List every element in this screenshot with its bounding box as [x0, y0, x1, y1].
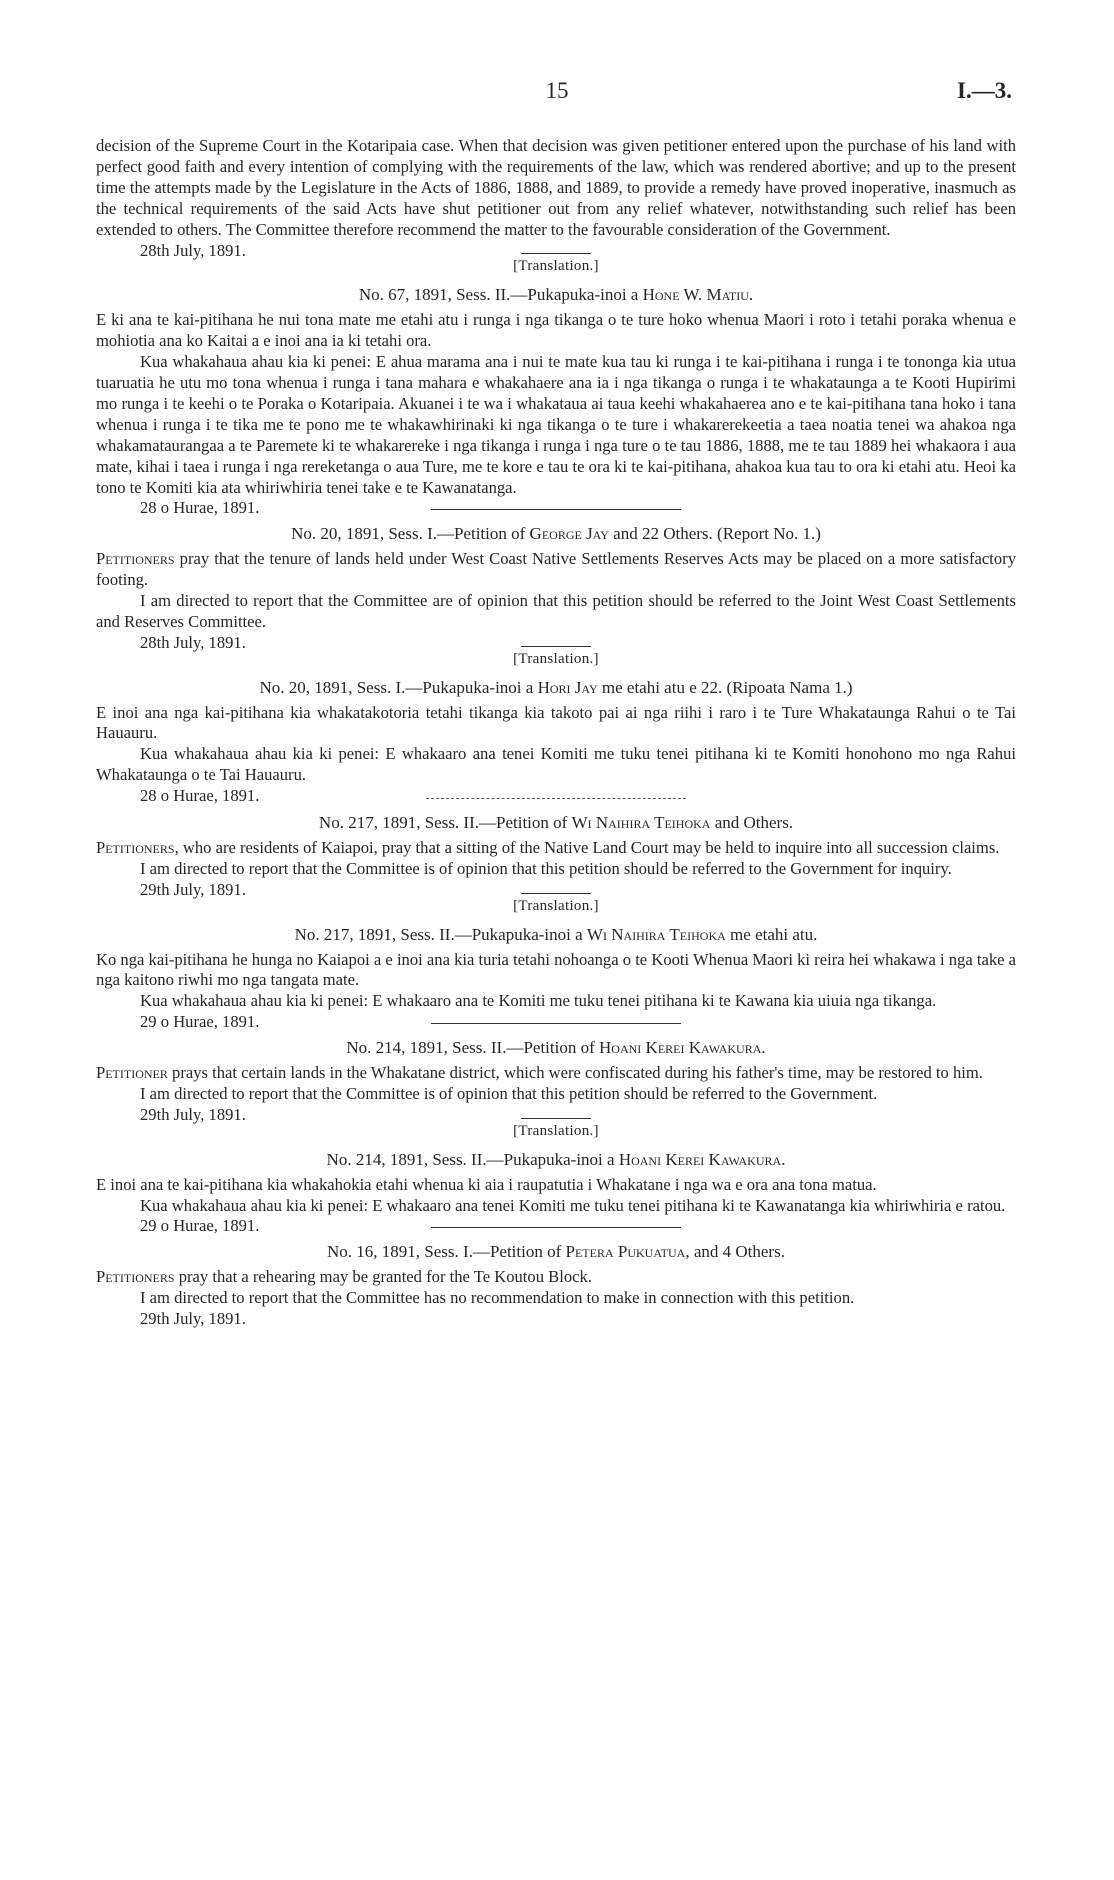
report-date: 29th July, 1891.	[140, 1309, 246, 1329]
lead-word: Petitioner	[96, 1063, 168, 1083]
petition-paragraph	[96, 549, 1016, 591]
lead-word: Petitioners	[96, 549, 175, 569]
continuation-paragraph: decision of the Supreme Court in the Kotaripaia case. When that decision was given petitioner entered upon the purchase of his land with perfect good faith and every intention of complying with the requirements of the law, which was rendered abortive; and up to the present time the attempts made by the Legislature in the Acts of 1886, 1888, and 1889, to provide a remedy have proved inoperative, inasmuch as the technical requirements of the said Acts have shut petitioner out from any relief whatever, notwithstanding such relief has been extended to others. The Committee therefore recommend the matter to the favourable consideration of the Government.	[96, 136, 1016, 239]
title-suffix: .	[781, 1149, 786, 1169]
maori-petition-title	[96, 285, 1016, 306]
maori-paragraph: Kua whakahaua ahau kia ki penei: E whakaaro ana te Komiti me tuku tenei pitihana ki te Kawana kia uiuia nga tikanga.	[140, 991, 937, 1011]
report-date: 29th July, 1891.	[140, 879, 246, 899]
title-suffix: .	[748, 285, 754, 305]
maori-date: 29 o Hurae, 1891.	[140, 1216, 260, 1236]
title-suffix: me etahi atu e 22. (Ripoata Nama 1.)	[597, 677, 853, 697]
short-rule	[521, 646, 591, 647]
title-prefix: No. 67, 1891, Sess. II.—Pukapuka-inoi a	[358, 285, 643, 305]
petition-title	[96, 813, 1016, 834]
maori-paragraph: Kua whakahaua ahau kia ki penei: E whakaaro ana tenei Komiti me tuku tenei pitihana ki te Komiti honohono mo nga Rahui Whakataunga o te Tai Hauauru.	[96, 744, 1016, 785]
lead-word: Petitioners	[96, 1267, 175, 1287]
maori-date: 29 o Hurae, 1891.	[140, 1012, 260, 1032]
section-rule	[431, 1023, 681, 1024]
petitioner-name: Hoani Kerei Kawakura	[618, 1149, 782, 1169]
report-date: 28th July, 1891.	[140, 632, 246, 652]
maori-petition-title	[96, 1150, 1016, 1171]
translation-label: [Translation.]	[513, 897, 599, 914]
title-prefix: No. 217, 1891, Sess. II.—Petition of	[318, 813, 572, 833]
translation-label: [Translation.]	[513, 650, 599, 667]
maori-date: 28 o Hurae, 1891.	[140, 786, 260, 806]
petition-paragraph	[96, 1063, 1016, 1084]
maori-paragraph: E inoi ana nga kai-pitihana kia whakatakotoria tetahi tikanga kia takoto pai ai nga riihi i raro i te Ture Whakataunga Rahui o te Tai Hauauru.	[96, 702, 1016, 743]
petitioner-name: Hoani Kerei Kawakura	[599, 1038, 762, 1058]
short-rule	[521, 253, 591, 254]
report-date: 28th July, 1891.	[140, 240, 246, 260]
petition-paragraph	[96, 1267, 1016, 1288]
report-paragraph: I am directed to report that the Committee is of opinion that this petition should be referred to the Government for inquiry.	[140, 858, 952, 878]
title-prefix: No. 16, 1891, Sess. I.—Petition of	[327, 1242, 566, 1262]
title-prefix: No. 20, 1891, Sess. I.—Petition of	[291, 524, 530, 544]
paragraph-text: prays that certain lands in the Whakatane district, which were confiscated during his father's time, may be restored to him.	[167, 1063, 983, 1083]
maori-paragraph: Kua whakahaua ahau kia ki penei: E whakaaro ana tenei Komiti me tuku tenei pitihana ki te Kawanatanga kia whiriwhiria e ratou.	[140, 1195, 1006, 1215]
title-suffix: and 22 Others. (Report No. 1.)	[608, 524, 821, 544]
petition-title	[96, 1242, 1016, 1263]
petitioner-name: Hone W. Matiu	[642, 285, 749, 305]
maori-paragraph: E ki ana te kai-pitihana he nui tona mate me etahi atu i runga i nga tikanga o te ture hoko whenua Maori i roto i tetahi poraka whenua e mohiotia ana ko Kaitai a e inoi ana ia ki tetahi ora.	[96, 310, 1016, 351]
section-rule	[431, 509, 681, 510]
section-rule	[431, 1227, 681, 1228]
translation-label: [Translation.]	[513, 258, 599, 275]
petitioner-name: Petera Pukuatua	[565, 1242, 686, 1262]
maori-paragraph: Ko nga kai-pitihana he hunga no Kaiapoi a e inoi ana kia turia tetahi nohoanga o te Kooti Whenua Maori ki reira hei whakawa i nga take a nga kaitono riwhi mo nga tangata mate.	[96, 949, 1016, 990]
lead-word: Petitioners	[96, 838, 175, 857]
title-suffix: me etahi atu.	[725, 924, 818, 944]
maori-paragraph: Kua whakahaua ahau kia ki penei: E ahua marama ana i nui te mate kua tau ki runga i te kai-pitihana i runga i te tononga kia utua tuaruatia he utu mo tona whenua i runga i tana mahara e whakahaere ana ia i nga tikanga o runga i te whakataunga a te Kooti Hupirimi mo runga i te keehi o te Poraka o Kotaripaia. Akuanei i te wa i whakataua ai taua keehi whakahaerea ano e te kai-pitihana tana hoko i tana whenua i runga i te tika me te pono me te whakawhirinaki ki nga tikanga o te ture i whakarerekeetia a taea noatia tenei wa ahakoa nga whakamataurangaa a te Paremete ki te whakarereke i nga tikanga i runga i nga ture o te tau 1886, 1888, me te tau 1889 hei whakaora i aua mate, kihai i taea i runga i nga rereketanga o aua Ture, me te kore e tau te ora ki te kai-pitihana, ahakoa kua tau to ora ki etahi atu. Heoi ka tono te Komiti kia ata whiriwhiria tenei take e te Kawanatanga.	[96, 352, 1016, 497]
page-content	[96, 136, 1016, 1330]
title-prefix: No. 20, 1891, Sess. I.—Pukapuka-inoi a	[259, 677, 538, 697]
report-paragraph: I am directed to report that the Committee is of opinion that this petition should be referred to the Government.	[140, 1083, 878, 1103]
petition-title	[96, 1038, 1016, 1059]
petition-title	[96, 524, 1016, 545]
report-paragraph: I am directed to report that the Committee are of opinion that this petition should be referred to the Joint West Coast Settlements and Reserves Committee.	[96, 591, 1016, 631]
paragraph-text: pray that a rehearing may be granted for the Te Koutou Block.	[174, 1267, 592, 1287]
petitioner-name: Hori Jay	[537, 677, 598, 697]
document-reference: I.—3.	[957, 78, 1012, 103]
short-rule	[521, 893, 591, 894]
petitioner-name: Wi Naihira Teihoka	[571, 813, 711, 833]
petitioner-name: George Jay	[529, 524, 609, 544]
title-suffix: and Others.	[710, 813, 794, 833]
short-rule	[521, 1118, 591, 1119]
paragraph-text: , who are residents of Kaiapoi, pray that a sitting of the Native Land Court may be held to inquire into all succession claims.	[174, 838, 1000, 857]
page-header	[96, 78, 1018, 108]
section-rule	[426, 798, 686, 799]
title-prefix: No. 217, 1891, Sess. II.—Pukapuka-inoi a	[294, 924, 587, 944]
report-date: 29th July, 1891.	[140, 1104, 246, 1124]
title-suffix: , and 4 Others.	[685, 1242, 785, 1262]
title-prefix: No. 214, 1891, Sess. II.—Pukapuka-inoi a	[326, 1149, 619, 1169]
maori-petition-title	[96, 925, 1016, 946]
title-suffix: .	[761, 1038, 766, 1058]
page-number: 15	[545, 78, 569, 103]
paragraph-text: pray that the tenure of lands held under West Coast Native Settlements Reserves Acts may be placed on a more satisfactory footing.	[96, 549, 1016, 590]
translation-label: [Translation.]	[513, 1122, 599, 1139]
petitioner-name: Wi Naihira Teihoka	[586, 924, 726, 944]
petition-paragraph	[96, 838, 1016, 859]
report-paragraph: I am directed to report that the Committee has no recommendation to make in connection with this petition.	[140, 1288, 855, 1308]
title-prefix: No. 214, 1891, Sess. II.—Petition of	[346, 1038, 600, 1058]
maori-paragraph: E inoi ana te kai-pitihana kia whakahokia etahi whenua ki aia i raupatutia i Whakatane i nga wa e ora ana tona matua.	[96, 1174, 877, 1194]
maori-petition-title	[96, 678, 1016, 699]
maori-date: 28 o Hurae, 1891.	[140, 498, 260, 518]
